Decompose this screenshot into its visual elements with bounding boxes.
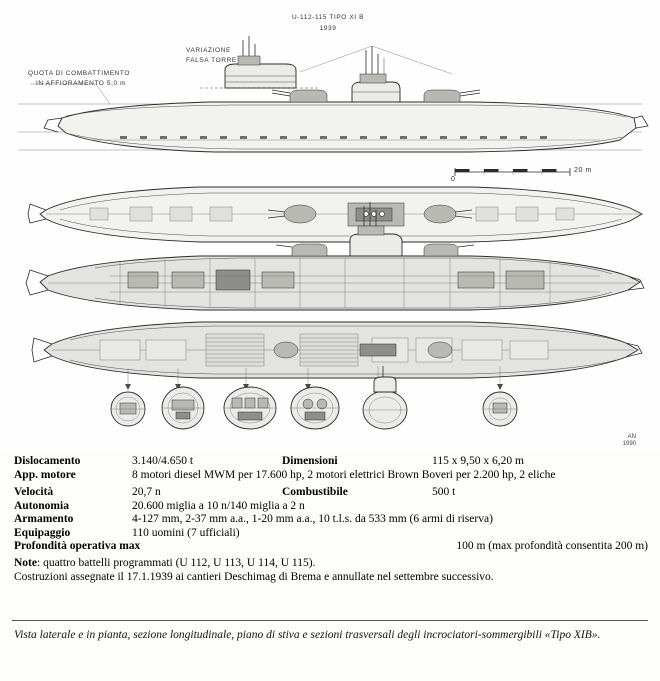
scale-label-max: 20 m xyxy=(574,167,592,174)
spec-label-app-motore: App. motore xyxy=(14,468,76,481)
spec-label-autonomia: Autonomia xyxy=(14,499,69,512)
specs-note xyxy=(14,557,648,571)
signature-line2: 1990 xyxy=(622,440,636,447)
spec-row-profondita xyxy=(14,540,648,554)
spec-row-app-motore xyxy=(14,469,648,483)
spec-value-dimensioni: 115 x 9,50 x 6,20 m xyxy=(432,455,524,467)
spec-row-armamento xyxy=(14,513,648,527)
scale-label-zero: 0 xyxy=(451,176,456,183)
note-label: Note xyxy=(14,556,37,569)
spec-label-dimensioni: Dimensioni xyxy=(282,455,338,467)
spec-label-equipaggio: Equipaggio xyxy=(14,526,71,539)
spec-value-equipaggio: 110 uomini (7 ufficiali) xyxy=(132,526,240,539)
spec-value-velocita: 20,7 n xyxy=(132,486,161,499)
spec-value-dislocamento: 3.140/4.650 t xyxy=(132,455,194,467)
note-text-secondary: Costruzioni assegnate il 17.1.1939 ai cantieri Deschimag di Brema e annullate nel settembre successivo. xyxy=(14,570,494,583)
scale-bar xyxy=(455,168,570,176)
spec-value-app-motore: 8 motori diesel MWM per 17.600 hp, 2 motori elettrici Brown Boveri per 2.200 hp, 2 eliche xyxy=(132,468,556,481)
caption-text: Vista laterale e in pianta, sezione longitudinale, piano di stiva e sezioni trasversali degli incrociatori-sommergibili «Tipo XIB». xyxy=(14,629,601,641)
annotation-variazione-line1: VARIAZIONE xyxy=(186,47,231,54)
spec-value-combustibile: 500 t xyxy=(432,486,456,499)
specifications-table xyxy=(14,455,648,584)
view-side-elevation xyxy=(18,36,648,176)
spec-value-armamento: 4-127 mm, 2-37 mm a.a., 1-20 mm a.a., 10 t.l.s. da 533 mm (6 armi di riserva) xyxy=(132,513,493,526)
annotation-quota-line1: QUOTA DI COMBATTIMENTO xyxy=(28,70,131,77)
spec-label-profondita: Profondità operativa max xyxy=(14,540,141,553)
spec-label-armamento: Armamento xyxy=(14,513,74,526)
view-stowage-plan xyxy=(32,322,642,378)
spec-value-profondita: 100 m (max profondità consentita 200 m) xyxy=(456,540,648,553)
drawing-title-line1: U-112-115 TIPO XI B xyxy=(291,14,365,21)
annotation-variazione-line2: FALSA TORRE xyxy=(186,57,237,64)
signature-line1: AN xyxy=(627,434,636,440)
spec-label-combustibile: Combustibile xyxy=(282,486,348,499)
spec-label-velocita: Velocità xyxy=(14,486,54,499)
spec-row-autonomia xyxy=(14,500,648,514)
spec-row-velocita xyxy=(14,486,648,500)
spec-label-dislocamento: Dislocamento xyxy=(14,455,81,467)
spec-value-autonomia: 20.600 miglia a 10 n/140 miglia a 2 n xyxy=(132,499,305,512)
drawing-title-line2: 1939 xyxy=(319,25,337,32)
annotation-quota-line2: IN AFFIORAMENTO 5,0 m xyxy=(36,80,127,87)
figure-caption xyxy=(14,628,644,642)
note-text: : quattro battelli programmati (U 112, U 113, U 114, U 115). xyxy=(37,556,316,569)
spec-row-equipaggio xyxy=(14,527,648,541)
divider-rule xyxy=(12,620,648,621)
view-plan xyxy=(28,187,642,242)
artist-signature xyxy=(623,434,636,447)
spec-row-dislocamento xyxy=(14,455,648,469)
